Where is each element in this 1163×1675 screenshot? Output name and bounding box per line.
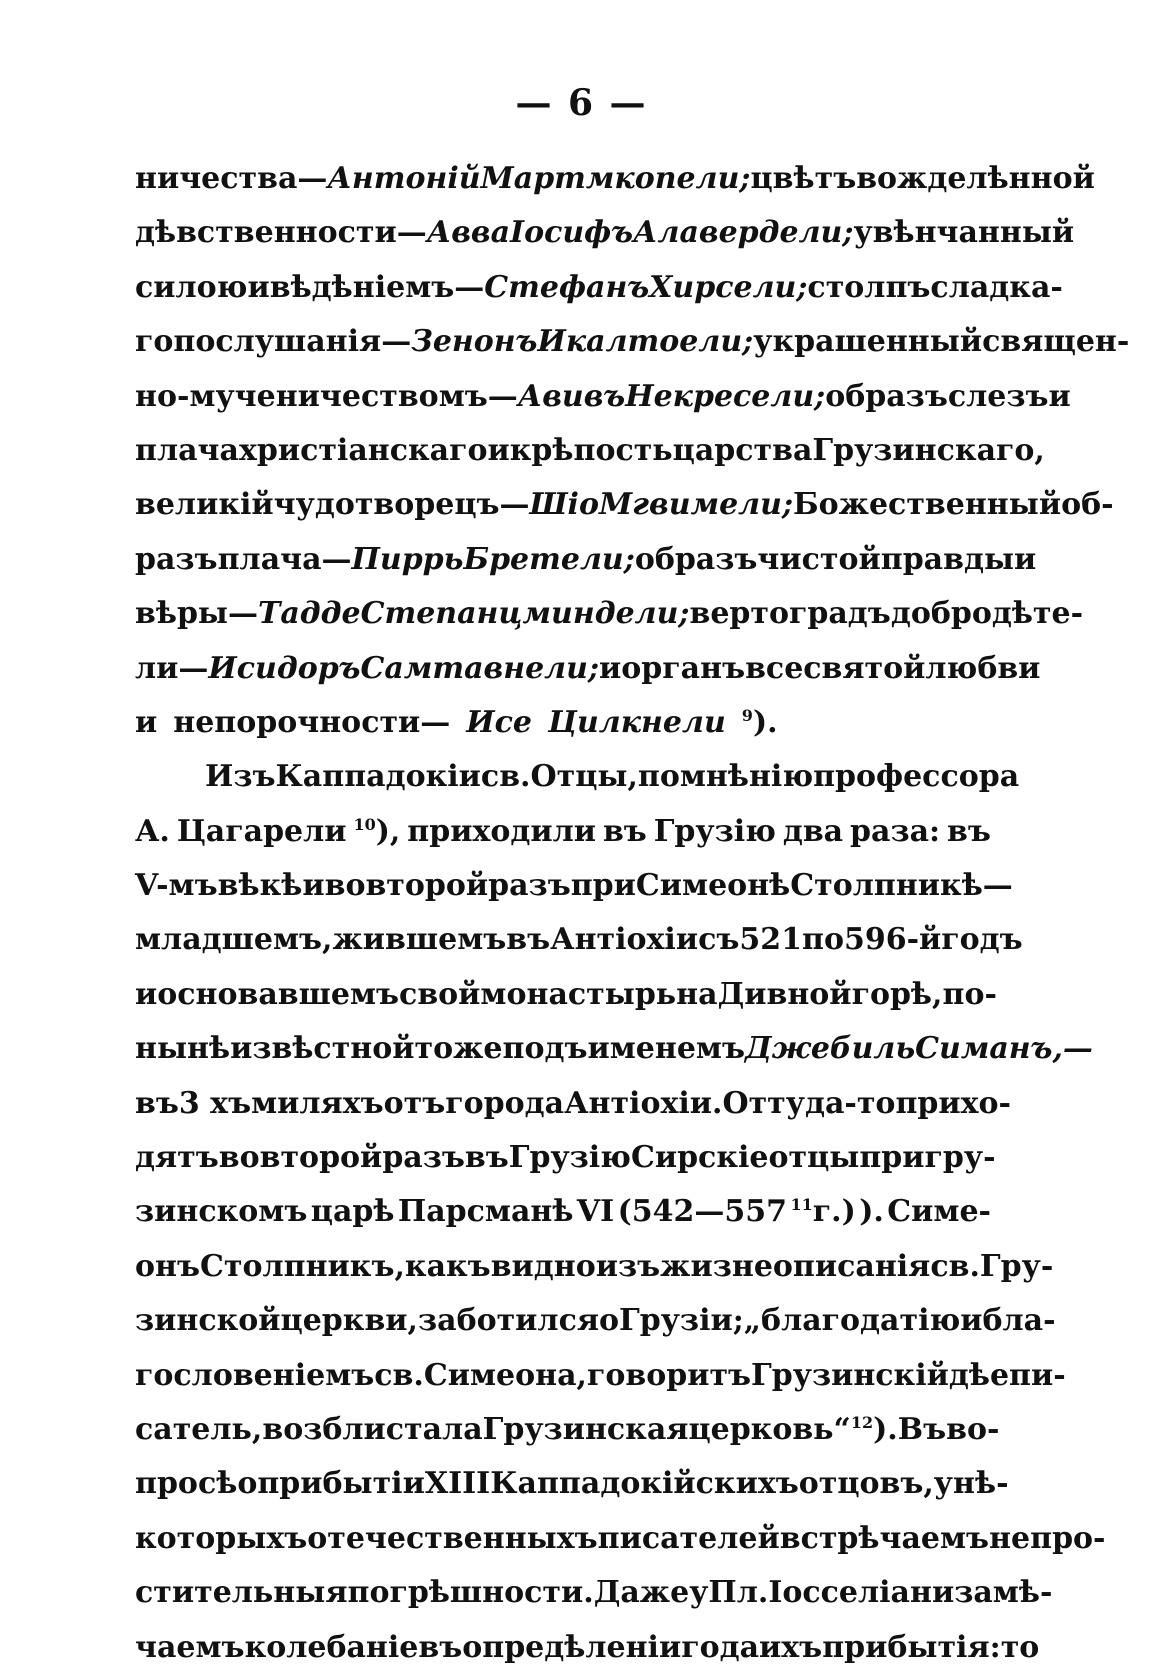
word: возблистала [262,1411,483,1447]
word: но-мученичествомъ— [135,378,518,414]
word: писателей [597,1520,780,1556]
word: вѣкѣ [217,868,303,904]
italic-name: Степанцминдели; [360,596,690,632]
word: ихъ [759,1629,823,1665]
word: какъ [404,1248,491,1284]
word: стительныя [135,1575,348,1611]
italic-name: Алавердели; [633,215,854,251]
text-line [135,968,997,1022]
word: о [237,1466,258,1502]
text-line [135,1403,1000,1457]
word: украшенный [753,324,983,360]
word: Въ [897,1411,947,1447]
word: Парсманѣ [397,1194,574,1230]
word: по [637,759,680,795]
italic-name: Хирсели; [649,269,808,305]
word: замѣ- [954,1575,1053,1611]
word: на [676,976,718,1012]
text-line [135,1185,991,1239]
word [353,805,400,859]
word: Симеонѣ [635,868,791,904]
italic-name: Мартмкопели; [480,161,751,196]
word: добродѣте- [890,596,1084,632]
italic-name: Бретели; [463,541,635,577]
word: въ [464,1140,509,1176]
word: и [1048,378,1071,414]
word: всесвятой [745,650,926,686]
word: послушанія— [173,324,412,360]
italic-name: Антоній [327,161,481,196]
word: 596-й [843,922,942,958]
word: о [599,1303,620,1339]
text-line [135,1349,1066,1403]
word: Грузію [653,813,776,849]
word: въ [135,1085,179,1121]
word: профессора [813,759,1020,795]
word: дѣвственности— [135,215,427,251]
italic-name: Джебиль [745,1031,916,1067]
word: об- [1061,487,1114,523]
word: образъ [825,378,948,414]
text-line [135,805,991,859]
word: св. [930,1248,980,1284]
word [790,1185,855,1239]
word: горѣ, [851,976,943,1012]
word: мнѣнію [679,759,814,795]
word: нѣ- [953,1466,1009,1502]
word: Грузіи; [619,1303,744,1339]
word: изъ [595,1248,661,1284]
word: цвѣтъ [750,161,857,196]
word: года [681,1629,760,1665]
word: дятъ [135,1140,219,1176]
word: видно [490,1248,596,1284]
word: Іосселіани [768,1575,955,1611]
word: Божественный [793,487,1062,523]
italic-name: Самтавнели; [360,650,600,686]
text-line [135,1240,1054,1294]
word: раза: [850,813,941,849]
word: крѣпость [509,432,673,468]
word: при [859,1140,925,1176]
word: въ [602,813,647,849]
word: плача [135,432,239,468]
word: Грузинская [482,1411,689,1447]
word: и [1014,541,1037,577]
word: плача— [217,541,352,577]
word: царства [672,432,813,468]
word: св. [480,759,531,795]
italic-name: Пиррь [351,541,464,577]
word: заботился [417,1303,600,1339]
text-line [135,478,1114,532]
word: Грузинскаго, [812,432,1045,468]
word: ничества— [135,161,328,196]
word: чудотворецъ— [273,487,530,523]
footnote-ref: 9 [741,705,753,725]
italic-name: Исе [466,704,532,740]
word: непро- [989,1520,1106,1556]
text-line [135,152,1095,206]
word: монастырь [480,976,677,1012]
text-line [135,424,1045,478]
body-text [135,152,1130,1675]
word: (542—557 [617,1194,788,1230]
word: въ [947,813,991,849]
word: во [324,868,366,904]
word: органъ [621,650,746,686]
word: именемъ [587,1031,745,1067]
word-text: ). [873,1411,898,1447]
word: прихо- [895,1085,1011,1121]
word: дѣепи- [948,1357,1066,1393]
word: и [135,976,158,1012]
word: младшемъ, [135,922,333,958]
italic-name: Зенонъ [411,324,538,360]
footnote-ref: 12 [850,1412,874,1432]
word: священ- [982,324,1130,360]
word: отцовъ, [798,1466,934,1502]
word: въ [418,1629,463,1665]
word: Дивной [717,976,852,1012]
text-line [135,533,1037,587]
word-text: ). [752,704,778,740]
word: встрѣчаемъ [779,1520,990,1556]
word: 521 [739,922,802,958]
word: погрѣшности. [347,1575,594,1611]
word: говоритъ [586,1357,752,1393]
word: прибытіи [257,1466,425,1502]
word-text: г.) [812,1194,856,1230]
text-line [135,1566,1053,1620]
word: силою [135,269,248,305]
word: вѣры— [135,596,258,632]
word: великій [135,487,274,523]
word: и [960,1303,983,1339]
word: Симеона, [423,1357,587,1393]
word: отцы [768,1140,860,1176]
page-number: — 6 — [515,82,648,124]
word: VI [576,1194,615,1230]
word: опредѣленіи [462,1629,682,1665]
word: жизнеописанія [660,1248,931,1284]
word: подъ [502,1031,588,1067]
italic-name: Авва [426,215,511,251]
word: А. [135,813,170,849]
text-line [135,696,991,750]
word: нынѣ [135,1031,231,1067]
word: и [302,868,325,904]
word [742,696,778,750]
word: Пл. [708,1575,769,1611]
word: образъ [634,541,758,577]
word: отъ [383,1085,446,1121]
word: Оттуда-то [722,1085,896,1121]
word: у [689,1575,709,1611]
word: онъ [135,1248,200,1284]
text-line [135,370,1071,424]
word: сладка- [930,269,1063,305]
word: любви [925,650,1041,686]
word: Гру- [979,1248,1054,1284]
word: Отцы, [530,759,638,795]
word: во- [946,1411,1000,1447]
word: прибытія: [822,1629,1001,1665]
word: по- [942,976,997,1012]
word: второй [259,1140,383,1176]
italic-name: Іосифъ [510,215,634,251]
word-text: ), [375,813,401,849]
word: Симе- [887,1194,991,1230]
word: Столпникъ, [199,1248,405,1284]
word: чаемъ [135,1629,245,1665]
word: и [599,650,622,686]
word: отечественныхъ [307,1520,598,1556]
word: чистой [757,541,881,577]
italic-name: Мгвимели; [598,487,794,523]
text-line [135,1077,1011,1131]
word: ли— [135,650,209,686]
word: разъ [382,1140,465,1176]
word: ). [859,1194,884,1230]
text-line [135,1022,1093,1076]
word: просѣ [135,1466,238,1502]
text-line [135,750,1020,804]
word: „благодатію [743,1303,961,1339]
word: вѣдѣніемъ— [269,269,485,305]
text-line [135,1294,1056,1348]
italic-name: Цилкнели [548,704,726,740]
text-line [135,1512,1106,1566]
word: у [933,1466,954,1502]
word: сатель, [135,1411,263,1447]
word: которыхъ [135,1520,308,1556]
word: и [247,269,270,305]
word: разъ [135,541,218,577]
word: Каппадокійскихъ [490,1466,799,1502]
italic-name: Тадде [258,596,361,632]
italic-name: Стефанъ [484,269,650,305]
word: приходили [407,813,597,849]
word: Даже [593,1575,690,1611]
word: основавшемъ [157,976,400,1012]
text-line [135,206,1075,260]
word: вертоградъ [689,596,891,632]
word: церковь“ [688,1411,851,1447]
word: церкви, [280,1303,418,1339]
italic-name: Некресели; [625,378,826,414]
word: и [487,432,510,468]
text-line [135,261,1063,315]
word: Цагарели [176,813,347,849]
word: XIII [424,1466,491,1502]
word: непорочности— [173,704,451,740]
word: Грузинскій [751,1357,949,1393]
word: Антіохіи [550,922,699,958]
italic-name: Икалтоели; [537,324,754,360]
word: свой [399,976,481,1012]
word: тоже [414,1031,503,1067]
word: во [218,1140,260,1176]
word: жившемъ [332,922,507,958]
text-line [135,642,1041,696]
text-line [135,587,1084,641]
word: увѣнчанный [853,215,1075,251]
word: извѣстной [230,1031,415,1067]
word: въ [506,922,551,958]
word: св. [374,1357,424,1393]
word: зинской [135,1303,281,1339]
word: Сирскіе [630,1140,769,1176]
word: годъ [941,922,1023,958]
italic-name: Исидоръ [208,650,361,686]
word: бла- [982,1303,1056,1339]
footnote-ref: 10 [353,814,376,834]
word: Грузію [508,1140,631,1176]
word: правды [880,541,1015,577]
word: столпъ [807,269,931,305]
word: слезъ [947,378,1049,414]
footnote-ref: 11 [790,1195,813,1215]
word: разъ [488,868,571,904]
word: христіанскаго [238,432,488,468]
word: 3 хъ [178,1085,252,1121]
word: съ [698,922,740,958]
text-line [135,315,1130,369]
word: при [570,868,636,904]
word: V-мъ [135,868,218,904]
italic-name: Симанъ,— [915,1031,1093,1067]
word: то [1000,1629,1040,1665]
word: второй [365,868,489,904]
text-line [135,1457,1009,1511]
word [851,1403,898,1457]
word: вожделѣнной [856,161,1095,196]
word: Столпникѣ— [790,868,1013,904]
word: Антіохіи. [564,1085,723,1121]
word: зинскомъ [135,1194,308,1230]
text-line [135,1131,996,1185]
word: по [801,922,844,958]
word: царѣ [310,1194,395,1230]
word: гословеніемъ [135,1357,375,1393]
italic-name: Шіо [529,487,599,523]
word: колебаніе [244,1629,419,1665]
word: и [135,704,158,740]
text-line [135,859,1013,913]
italic-name: Авивъ [517,378,626,414]
word: Каппадокіи [275,759,481,795]
word: го [135,324,174,360]
word: два [782,813,844,849]
text-line [135,913,1023,967]
word: миляхъ [251,1085,384,1121]
word: гру- [924,1140,996,1176]
text-line [135,1621,1040,1675]
word: города [445,1085,565,1121]
word: Изъ [205,759,276,795]
